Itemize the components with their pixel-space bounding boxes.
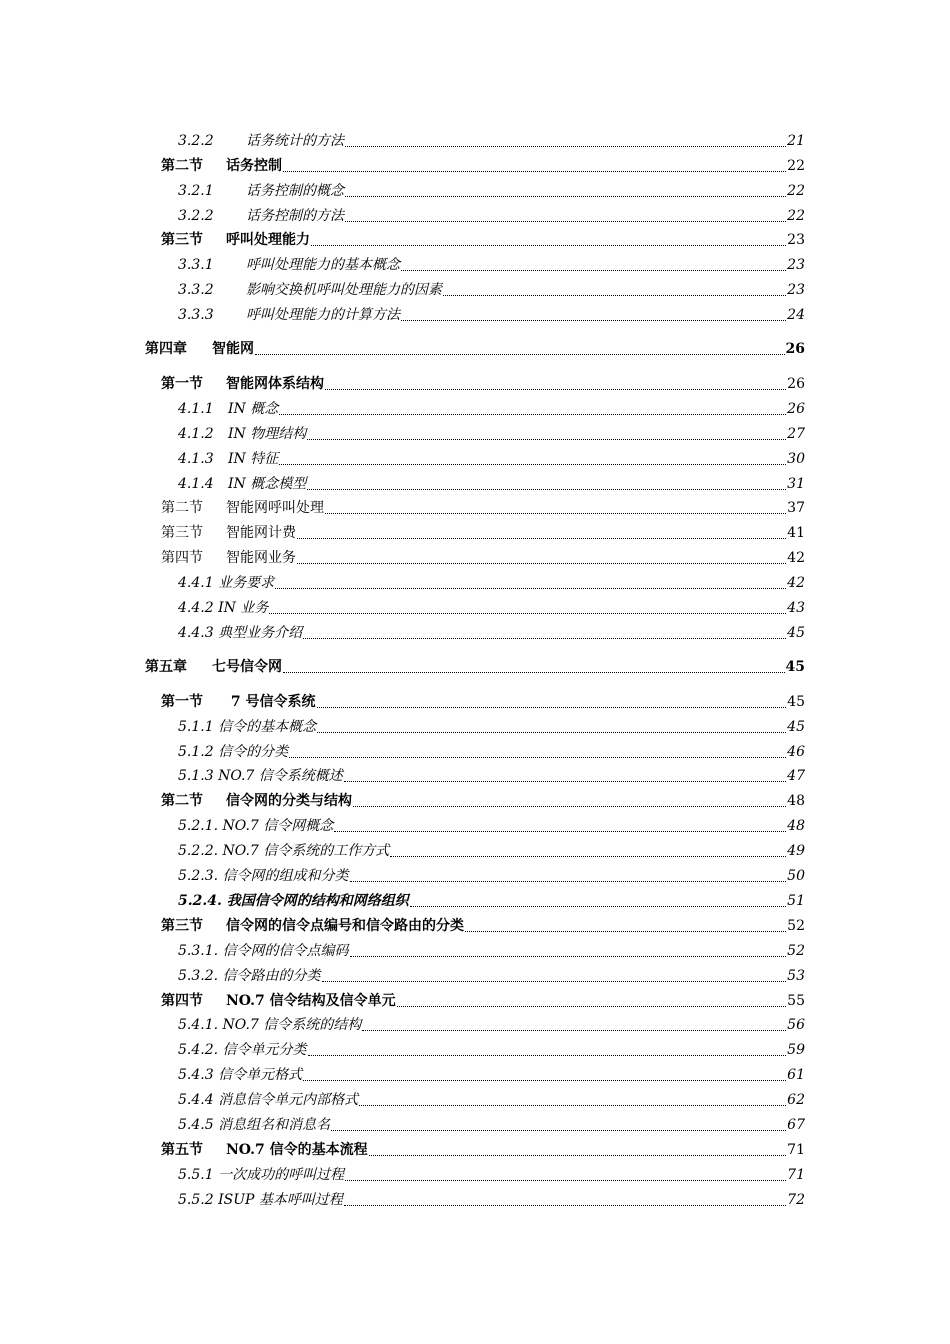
section-label: 第三节	[161, 525, 203, 542]
subsection-number: 5.4.5	[178, 1116, 214, 1133]
leader-dots	[390, 856, 786, 857]
subsection-title: 我国信令网的结构和网络组织	[226, 892, 409, 909]
leader-dots	[350, 956, 787, 957]
subsection-number: 5.1.3	[178, 768, 214, 785]
subsection-title: 影响交换机呼叫处理能力的因素	[246, 282, 442, 299]
toc-subsection-entry[interactable]	[0, 274, 950, 299]
subsection-title: 信令路由的分类	[222, 967, 321, 984]
toc-subsection-entry[interactable]	[0, 835, 950, 860]
subsection-number: 3.3.2	[178, 282, 214, 299]
section-title: 智能网计费	[226, 525, 296, 542]
leader-dots	[283, 672, 785, 673]
leader-dots	[269, 613, 786, 614]
toc-section-entry[interactable]	[0, 785, 950, 810]
subsection-number: 5.1.1	[178, 718, 214, 735]
subsection-number: 5.1.2	[178, 743, 214, 760]
leader-dots	[353, 806, 786, 807]
subsection-title: ISUP 基本呼叫过程	[218, 1191, 343, 1208]
page-number: 62	[787, 1092, 805, 1109]
page-number: 23	[787, 232, 805, 249]
subsection-number: 5.2.1.	[178, 818, 219, 835]
page-number: 46	[787, 743, 805, 760]
toc-subsection-entry[interactable]	[0, 1184, 950, 1209]
subsection-title: 信令单元分类	[222, 1042, 307, 1059]
subsection-number: 4.1.1	[178, 400, 214, 417]
subsection-number: 3.3.3	[178, 307, 214, 324]
leader-dots	[362, 1030, 786, 1031]
leader-dots	[307, 489, 786, 490]
subsection-title: IN 业务	[218, 600, 269, 617]
subsection-title: IN 概念	[228, 400, 279, 417]
toc-subsection-entry[interactable]	[0, 567, 950, 592]
page-number: 22	[787, 157, 805, 174]
page-number: 27	[787, 425, 805, 442]
toc-subsection-entry[interactable]	[0, 711, 950, 736]
subsection-title: 消息信令单元内部格式	[218, 1092, 359, 1109]
section-title: 信令网的分类与结构	[226, 793, 352, 810]
toc-subsection-entry[interactable]	[0, 299, 950, 324]
page-number: 24	[787, 307, 805, 324]
toc-section-entry[interactable]	[0, 517, 950, 542]
section-label: 第四节	[161, 550, 203, 567]
leader-dots	[255, 354, 785, 355]
leader-dots	[465, 931, 786, 932]
toc-subsection-entry[interactable]	[0, 960, 950, 985]
toc-subsection-entry[interactable]	[0, 1159, 950, 1184]
toc-subsection-entry[interactable]	[0, 200, 950, 225]
subsection-number: 5.2.2.	[178, 843, 219, 860]
leader-dots	[401, 270, 786, 271]
leader-dots	[344, 781, 786, 782]
subsection-number: 5.4.3	[178, 1067, 214, 1084]
leader-dots	[401, 320, 786, 321]
toc-subsection-entry[interactable]	[0, 443, 950, 468]
page-number: 43	[787, 600, 805, 617]
leader-dots	[297, 563, 786, 564]
subsection-number: 5.5.1	[178, 1166, 214, 1183]
page-number: 71	[787, 1141, 805, 1158]
toc-section-entry[interactable]	[0, 225, 950, 250]
section-title: 呼叫处理能力	[226, 232, 310, 249]
page-number: 42	[787, 575, 805, 592]
page-number: 56	[787, 1017, 805, 1034]
page-number: 48	[787, 818, 805, 835]
page-number: 31	[787, 475, 805, 492]
leader-dots	[410, 906, 786, 907]
toc-subsection-entry[interactable]	[0, 810, 950, 835]
toc-chapter-entry[interactable]	[0, 324, 950, 358]
leader-dots	[317, 732, 786, 733]
section-title: 信令网的信令点编号和信令路由的分类	[226, 917, 464, 934]
chapter-spacer	[0, 676, 950, 686]
subsection-number: 4.4.2	[178, 600, 214, 617]
leader-dots	[350, 881, 787, 882]
page-number: 22	[787, 207, 805, 224]
toc-subsection-entry[interactable]	[0, 125, 950, 150]
subsection-title: 典型业务介绍	[218, 624, 303, 641]
leader-dots	[307, 439, 786, 440]
chapter-label: 第五章	[145, 658, 187, 675]
leader-dots	[334, 831, 786, 832]
chapter-title: 七号信令网	[212, 658, 282, 675]
subsection-title: NO.7 信令系统的结构	[222, 1017, 362, 1034]
leader-dots	[289, 757, 786, 758]
section-title: 智能网业务	[226, 550, 296, 567]
subsection-title: 呼叫处理能力的基本概念	[246, 257, 400, 274]
page-number: 47	[787, 768, 805, 785]
page-number: 26	[787, 376, 805, 393]
subsection-number: 4.1.3	[178, 450, 214, 467]
subsection-title: 信令的基本概念	[218, 718, 317, 735]
subsection-number: 5.5.2	[178, 1191, 214, 1208]
section-title: 话务控制	[226, 157, 282, 174]
leader-dots	[325, 389, 786, 390]
subsection-number: 5.2.3.	[178, 868, 219, 885]
section-title: NO.7 信令结构及信令单元	[226, 992, 396, 1009]
page-number: 67	[787, 1116, 805, 1133]
section-title: 智能网体系结构	[226, 376, 324, 393]
section-label: 第一节	[161, 376, 203, 393]
page-number: 45	[785, 658, 805, 675]
subsection-number: 5.2.4.	[178, 892, 222, 909]
leader-dots	[322, 981, 787, 982]
toc-subsection-entry[interactable]	[0, 393, 950, 418]
subsection-number: 4.4.3	[178, 624, 214, 641]
page-number: 72	[787, 1191, 805, 1208]
subsection-number: 5.3.2.	[178, 967, 219, 984]
page-number: 53	[787, 967, 805, 984]
subsection-number: 5.4.1.	[178, 1017, 219, 1034]
toc-section-entry[interactable]	[0, 368, 950, 393]
leader-dots	[344, 1205, 786, 1206]
toc-subsection-entry[interactable]	[0, 761, 950, 786]
leader-dots	[345, 196, 786, 197]
toc-subsection-entry[interactable]	[0, 592, 950, 617]
page-number: 30	[787, 450, 805, 467]
section-label: 第一节	[161, 693, 203, 710]
section-label: 第二节	[161, 157, 203, 174]
subsection-title: IN 特征	[228, 450, 279, 467]
toc-subsection-entry[interactable]	[0, 418, 950, 443]
section-label: 第二节	[161, 793, 203, 810]
leader-dots	[443, 295, 786, 296]
subsection-title: 信令网的信令点编码	[222, 942, 349, 959]
page-number: 21	[787, 132, 805, 149]
section-title: 7 号信令系统	[226, 693, 316, 710]
subsection-number: 4.4.1	[178, 575, 214, 592]
section-label: 第五节	[161, 1141, 203, 1158]
page-number: 52	[787, 942, 805, 959]
section-label: 第四节	[161, 992, 203, 1009]
toc-subsection-entry[interactable]	[0, 885, 950, 910]
page-number: 37	[787, 500, 805, 517]
subsection-title: NO.7 信令系统的工作方式	[222, 843, 390, 860]
page-number: 59	[787, 1042, 805, 1059]
toc-subsection-entry[interactable]	[0, 175, 950, 200]
subsection-title: 一次成功的呼叫过程	[218, 1166, 345, 1183]
leader-dots	[297, 538, 786, 539]
page-number: 55	[787, 992, 805, 1009]
subsection-title: 业务要求	[218, 575, 275, 592]
page-number: 45	[787, 718, 805, 735]
leader-dots	[345, 221, 786, 222]
toc-chapter-entry[interactable]	[0, 642, 950, 676]
leader-dots	[308, 1055, 787, 1056]
section-label: 第三节	[161, 917, 203, 934]
subsection-title: NO.7 信令网概念	[222, 818, 334, 835]
page-number: 23	[787, 282, 805, 299]
leader-dots	[345, 146, 786, 147]
chapter-spacer	[0, 358, 950, 368]
toc-section-entry[interactable]	[0, 1134, 950, 1159]
page-number: 26	[787, 400, 805, 417]
page-number: 61	[787, 1067, 805, 1084]
subsection-number: 5.3.1.	[178, 942, 219, 959]
subsection-number: 4.1.2	[178, 425, 214, 442]
subsection-number: 3.2.2	[178, 207, 214, 224]
subsection-title: IN 物理结构	[228, 425, 307, 442]
toc-subsection-entry[interactable]	[0, 1059, 950, 1084]
table-of-contents	[0, 125, 950, 1209]
toc-subsection-entry[interactable]	[0, 1010, 950, 1035]
page-number: 26	[785, 341, 805, 358]
leader-dots	[275, 588, 786, 589]
page-number: 45	[787, 624, 805, 641]
toc-subsection-entry[interactable]	[0, 617, 950, 642]
toc-section-entry[interactable]	[0, 985, 950, 1010]
toc-section-entry[interactable]	[0, 150, 950, 175]
subsection-title: 消息组名和消息名	[218, 1116, 331, 1133]
toc-subsection-entry[interactable]	[0, 935, 950, 960]
page-number: 23	[787, 257, 805, 274]
leader-dots	[369, 1155, 787, 1156]
leader-dots	[397, 1006, 787, 1007]
toc-subsection-entry[interactable]	[0, 468, 950, 493]
subsection-number: 5.4.2.	[178, 1042, 219, 1059]
leader-dots	[345, 1180, 786, 1181]
subsection-number: 3.2.1	[178, 182, 214, 199]
leader-dots	[303, 1080, 786, 1081]
page-number: 48	[787, 793, 805, 810]
page-number: 22	[787, 182, 805, 199]
leader-dots	[279, 414, 786, 415]
subsection-title: 信令的分类	[218, 743, 289, 760]
section-label: 第三节	[161, 232, 203, 249]
page-number: 42	[787, 550, 805, 567]
leader-dots	[303, 638, 786, 639]
toc-section-entry[interactable]	[0, 910, 950, 935]
toc-subsection-entry[interactable]	[0, 1084, 950, 1109]
page-number: 51	[787, 892, 805, 909]
page-number: 52	[787, 917, 805, 934]
chapter-title: 智能网	[212, 341, 254, 358]
page-number: 71	[787, 1166, 805, 1183]
subsection-number: 3.3.1	[178, 257, 214, 274]
toc-subsection-entry[interactable]	[0, 249, 950, 274]
subsection-number: 3.2.2	[178, 132, 214, 149]
page-number: 49	[787, 843, 805, 860]
subsection-number: 4.1.4	[178, 475, 214, 492]
leader-dots	[331, 1130, 786, 1131]
subsection-title: 呼叫处理能力的计算方法	[246, 307, 400, 324]
toc-subsection-entry[interactable]	[0, 860, 950, 885]
section-title: NO.7 信令的基本流程	[226, 1141, 368, 1158]
subsection-title: IN 概念模型	[228, 475, 307, 492]
subsection-title: 话务统计的方法	[246, 132, 344, 149]
leader-dots	[279, 464, 786, 465]
subsection-title: 话务控制的方法	[246, 207, 344, 224]
toc-section-entry[interactable]	[0, 686, 950, 711]
leader-dots	[311, 245, 786, 246]
subsection-title: 信令单元格式	[218, 1067, 303, 1084]
leader-dots	[317, 707, 787, 708]
leader-dots	[359, 1105, 786, 1106]
subsection-title: 信令网的组成和分类	[222, 868, 349, 885]
toc-subsection-entry[interactable]	[0, 736, 950, 761]
toc-subsection-entry[interactable]	[0, 1034, 950, 1059]
subsection-title: NO.7 信令系统概述	[218, 768, 343, 785]
subsection-title: 话务控制的概念	[246, 182, 344, 199]
page-number: 41	[787, 525, 805, 542]
leader-dots	[325, 513, 786, 514]
section-label: 第二节	[161, 500, 203, 517]
chapter-label: 第四章	[145, 341, 187, 358]
section-title: 智能网呼叫处理	[226, 500, 324, 517]
subsection-number: 5.4.4	[178, 1092, 214, 1109]
leader-dots	[283, 171, 786, 172]
page-number: 45	[787, 693, 805, 710]
toc-section-entry[interactable]	[0, 542, 950, 567]
toc-subsection-entry[interactable]	[0, 1109, 950, 1134]
toc-section-entry[interactable]	[0, 493, 950, 518]
page-number: 50	[787, 868, 805, 885]
